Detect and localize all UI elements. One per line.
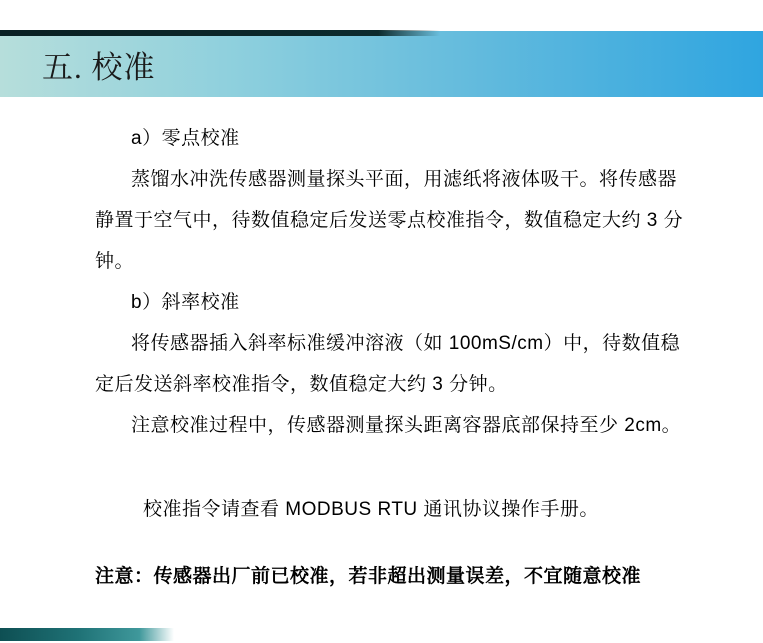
section-header-band [0, 31, 763, 97]
calibration-warning-note: 注意：传感器出厂前已校准，若非超出测量误差，不宜随意校准 [95, 566, 642, 587]
section-title: 五. 校准 [42, 49, 156, 85]
text-line-zero-calibration-heading: a）零点校准 [131, 128, 240, 149]
text-line: 钟。 [95, 251, 135, 272]
modbus-reference-line: 校准指令请查看 MODBUS RTU 通讯协议操作手册。 [143, 499, 599, 520]
text-line: 静置于空气中，待数值稳定后发送零点校准指令，数值稳定大约 3 分 [95, 210, 684, 231]
text-line: 将传感器插入斜率标准缓冲溶液（如 100mS/cm）中，待数值稳 [131, 333, 681, 354]
text-line-slope-calibration-heading: b）斜率校准 [131, 292, 240, 313]
text-line-probe-distance-note: 注意校准过程中，传感器测量探头距离容器底部保持至少 2cm。 [131, 415, 682, 436]
text-line: 蒸馏水冲洗传感器测量探头平面，用滤纸将液体吸干。将传感器 [131, 169, 678, 190]
body-content [95, 118, 715, 597]
text-line: 定后发送斜率校准指令，数值稳定大约 3 分钟。 [95, 374, 508, 395]
header-top-accent-bar [0, 30, 440, 36]
footer-accent-bar [0, 628, 174, 641]
